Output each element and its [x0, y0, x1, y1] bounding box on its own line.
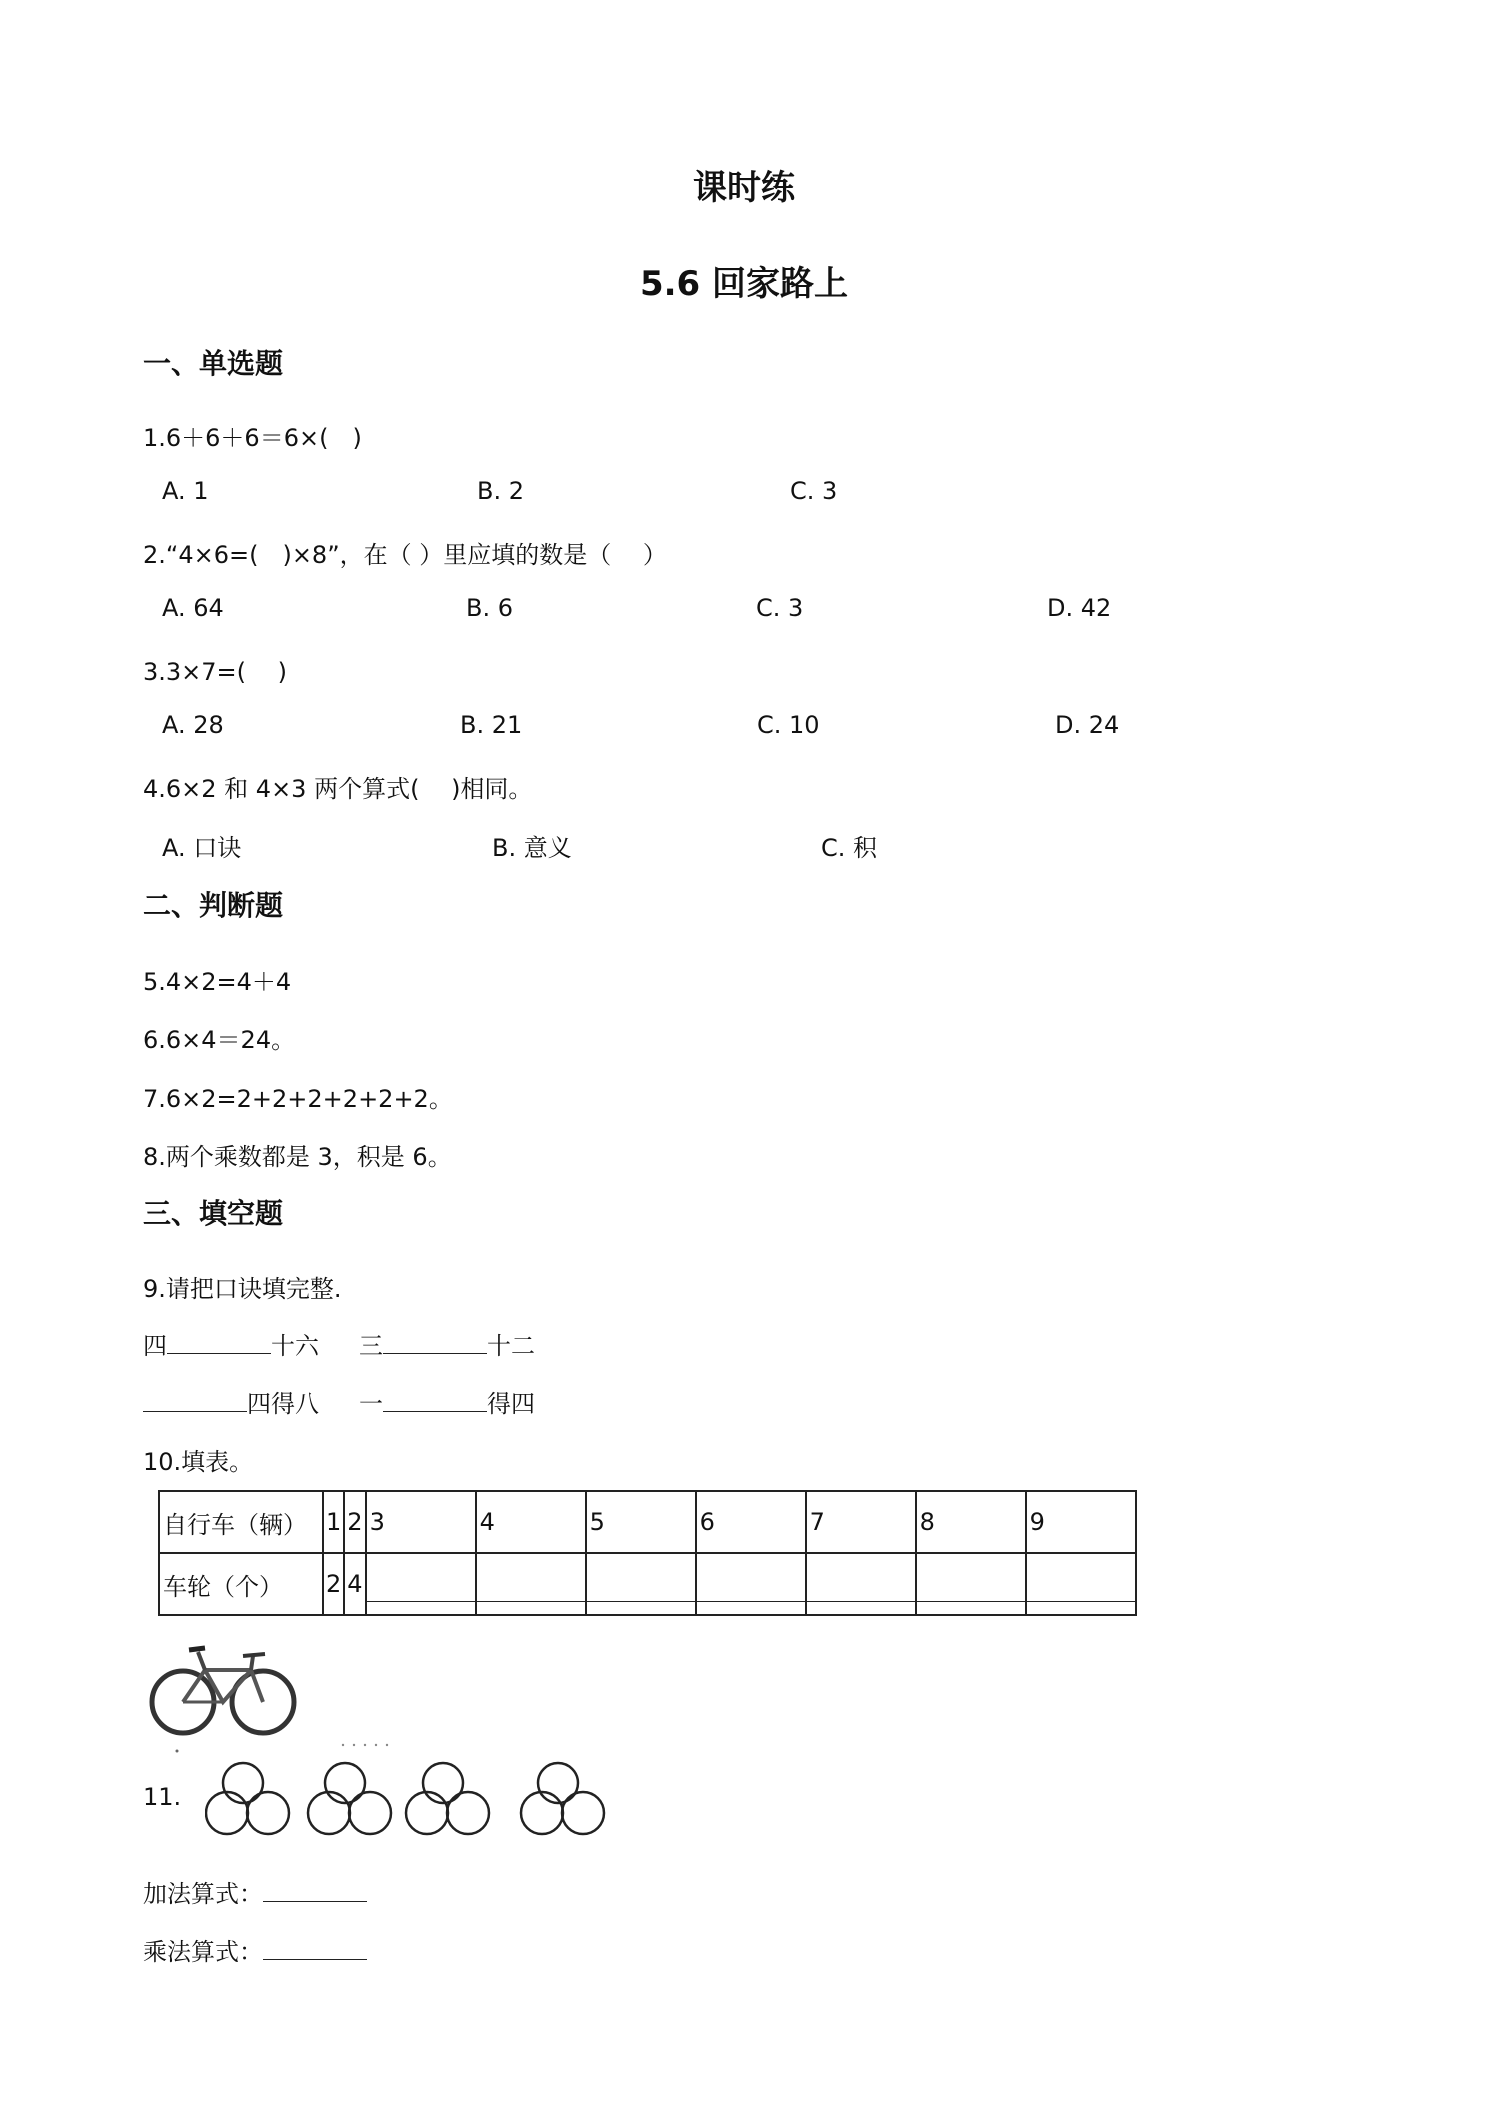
multiplication-label: 乘法算式：: [143, 1938, 263, 1966]
q3-option-b[interactable]: B. 21: [460, 711, 523, 739]
question-10: 10.填表。: [143, 1448, 254, 1476]
bicycle-icon: [143, 1630, 303, 1740]
row1-label: 自行车（辆）: [159, 1491, 323, 1553]
question-11-number: 11.: [143, 1783, 182, 1811]
blank-cell[interactable]: [476, 1553, 586, 1615]
q3-option-c[interactable]: C. 10: [757, 711, 820, 739]
blank-cell[interactable]: [916, 1553, 1026, 1615]
q9-blank-1[interactable]: [167, 1331, 271, 1354]
blank-cell[interactable]: [586, 1553, 696, 1615]
section-heading-single-choice: 一、单选题: [143, 347, 284, 380]
q11-multiplication-line: [143, 1932, 367, 1967]
table-cell: 7: [806, 1491, 916, 1553]
q1-option-b[interactable]: B. 2: [477, 477, 524, 505]
q9-l2-a-post: 四得八: [247, 1390, 319, 1418]
section-heading-fill-blank: 三、填空题: [143, 1197, 284, 1230]
question-2: 2.“4×6=( )×8”，在（ ）里应填的数是（ ）: [143, 541, 667, 569]
dotted-mark: [340, 1742, 400, 1748]
q4-option-a[interactable]: A. 口诀: [162, 834, 242, 862]
question-3: 3.3×7=( ): [143, 658, 288, 686]
q9-l2-b-pre: 一: [359, 1390, 383, 1418]
q11-addition-line: [143, 1874, 367, 1909]
q9-blank-2[interactable]: [383, 1331, 487, 1354]
q2-option-b[interactable]: B. 6: [466, 594, 513, 622]
q4-option-c[interactable]: C. 积: [821, 834, 878, 862]
blank-cell[interactable]: [366, 1553, 476, 1615]
circle-groups-illustration: [205, 1758, 645, 1838]
table-cell: 2: [344, 1491, 365, 1553]
addition-label: 加法算式：: [143, 1880, 263, 1908]
page-title: 课时练: [693, 168, 795, 208]
q1-option-c[interactable]: C. 3: [790, 477, 838, 505]
q2-option-a[interactable]: A. 64: [162, 594, 224, 622]
table-cell: 6: [696, 1491, 806, 1553]
question-4: 4.6×2 和 4×3 两个算式( )相同。: [143, 775, 533, 803]
question-5: 5.4×2=4＋4: [143, 968, 292, 996]
blank-cell[interactable]: [696, 1553, 806, 1615]
table-row: [159, 1553, 1136, 1615]
q1-option-a[interactable]: A. 1: [162, 477, 209, 505]
q9-blank-3[interactable]: [143, 1389, 247, 1412]
q3-option-a[interactable]: A. 28: [162, 711, 224, 739]
q10-table: [158, 1490, 1137, 1616]
dot-decoration: [174, 1748, 180, 1754]
blank-cell[interactable]: [806, 1553, 916, 1615]
question-7: 7.6×2=2+2+2+2+2+2。: [143, 1085, 453, 1113]
question-6: 6.6×4＝24。: [143, 1026, 296, 1054]
q9-l1-b-pre: 三: [359, 1332, 383, 1360]
table-cell: 2: [323, 1553, 344, 1615]
addition-blank[interactable]: [263, 1879, 367, 1902]
table-cell: 3: [366, 1491, 476, 1553]
row2-label: 车轮（个）: [159, 1553, 323, 1615]
q9-l2-b-post: 得四: [487, 1390, 535, 1418]
question-1: 1.6＋6＋6＝6×( ): [143, 424, 362, 452]
section-heading-true-false: 二、判断题: [143, 889, 284, 922]
q4-option-b[interactable]: B. 意义: [492, 834, 572, 862]
q9-blank-4[interactable]: [383, 1389, 487, 1412]
table-cell: 8: [916, 1491, 1026, 1553]
table-cell: 9: [1026, 1491, 1136, 1553]
question-9: 9.请把口诀填完整.: [143, 1275, 342, 1303]
blank-cell[interactable]: [1026, 1553, 1136, 1615]
q9-l1-b-post: 十二: [487, 1332, 535, 1360]
q2-option-d[interactable]: D. 42: [1047, 594, 1112, 622]
q3-option-d[interactable]: D. 24: [1055, 711, 1120, 739]
q9-line-2: [143, 1384, 535, 1419]
multiplication-blank[interactable]: [263, 1937, 367, 1960]
table-cell: 5: [586, 1491, 696, 1553]
table-cell: 4: [344, 1553, 365, 1615]
page-subtitle: 5.6 回家路上: [639, 264, 849, 304]
q2-option-c[interactable]: C. 3: [756, 594, 804, 622]
table-cell: 4: [476, 1491, 586, 1553]
table-cell: 1: [323, 1491, 344, 1553]
table-row: [159, 1491, 1136, 1553]
question-8: 8.两个乘数都是 3，积是 6。: [143, 1143, 452, 1171]
q9-l1-a-post: 十六: [271, 1332, 319, 1360]
q9-line-1: [143, 1326, 535, 1361]
q9-l1-a-pre: 四: [143, 1332, 167, 1360]
